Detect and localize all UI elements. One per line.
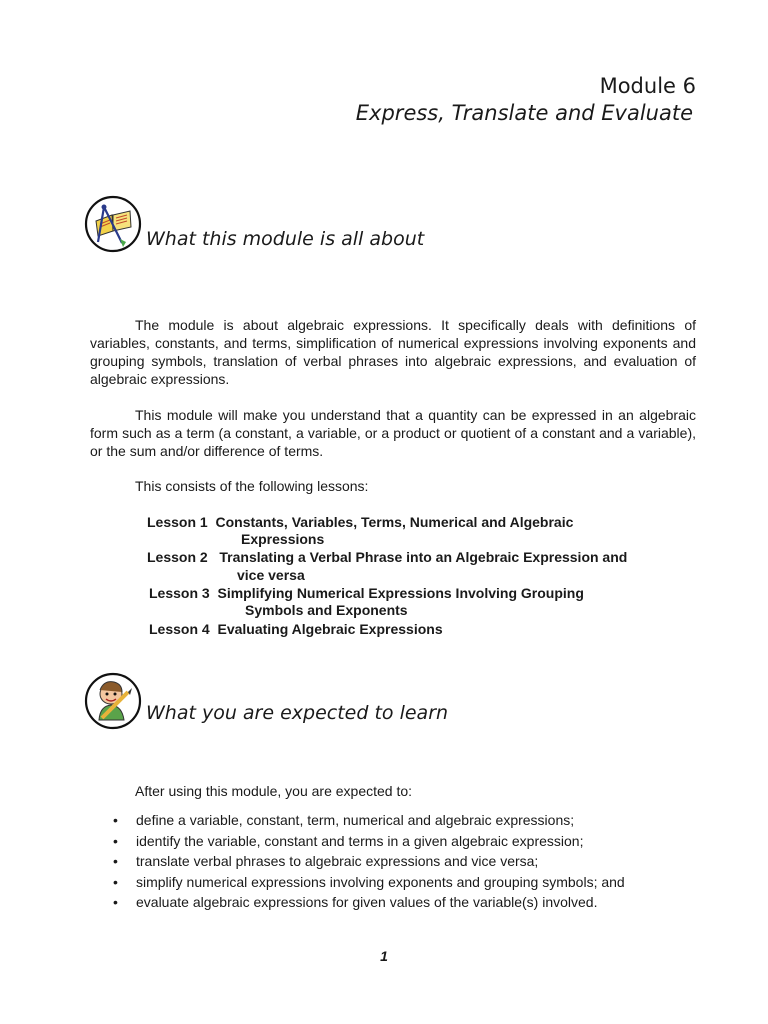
list-item: • define a variable, constant, term, numerical and algebraic expressions;	[110, 810, 710, 831]
lesson-title-continued: Symbols and Exponents	[245, 602, 408, 618]
list-item: • identify the variable, constant and terms in a given algebraic expression;	[110, 831, 710, 852]
lesson-title-continued: vice versa	[237, 567, 305, 583]
lesson-item	[147, 548, 627, 566]
lesson-item	[147, 513, 573, 531]
list-item: • translate verbal phrases to algebraic expressions and vice versa;	[110, 851, 710, 872]
section-heading-expect: What you are expected to learn	[146, 702, 449, 724]
lesson-title: Translating a Verbal Phrase into an Algebraic Expression and	[219, 549, 628, 565]
lesson-number: Lesson 4	[149, 621, 210, 637]
lesson-number: Lesson 2	[147, 549, 208, 565]
list-item: • simplify numerical expressions involving exponents and grouping symbols; and	[110, 872, 710, 893]
objectives-list	[110, 810, 710, 913]
book-and-compass-icon	[84, 195, 142, 253]
lesson-number: Lesson 3	[149, 585, 210, 601]
lesson-item	[149, 620, 443, 638]
module-subtitle: Express, Translate and Evaluate	[355, 101, 693, 125]
page-number: 1	[380, 948, 388, 964]
list-item: • evaluate algebraic expressions for given values of the variable(s) involved.	[110, 892, 710, 913]
module-title: Module 6	[599, 74, 696, 98]
expect-intro: After using this module, you are expected to:	[135, 783, 413, 799]
lesson-title: Evaluating Algebraic Expressions	[217, 621, 443, 637]
about-paragraph-2: This module will make you understand that a quantity can be expressed in an algebraic form such as a term (a constant, a variable, or a product or quotient of a constant and a variable), or the sum and/or difference of terms.	[90, 407, 696, 459]
lesson-title: Constants, Variables, Terms, Numerical and Algebraic	[215, 514, 574, 530]
about-paragraph-1: The module is about algebraic expressions. It specifically deals with definitions of variables, constants, and terms, simplification of numerical expressions involving exponents and grouping symbols, translation of verbal phrases into algebraic expressions, and evaluation of algebraic expressions.	[90, 317, 696, 387]
lessons-intro: This consists of the following lessons:	[135, 478, 369, 494]
section-heading-about: What this module is all about	[146, 228, 425, 250]
lesson-number: Lesson 1	[147, 514, 208, 530]
student-with-pencil-icon	[84, 672, 142, 730]
lesson-title-continued: Expressions	[241, 531, 325, 547]
lesson-title: Simplifying Numerical Expressions Involving Grouping	[217, 585, 584, 601]
lesson-item	[149, 584, 584, 602]
